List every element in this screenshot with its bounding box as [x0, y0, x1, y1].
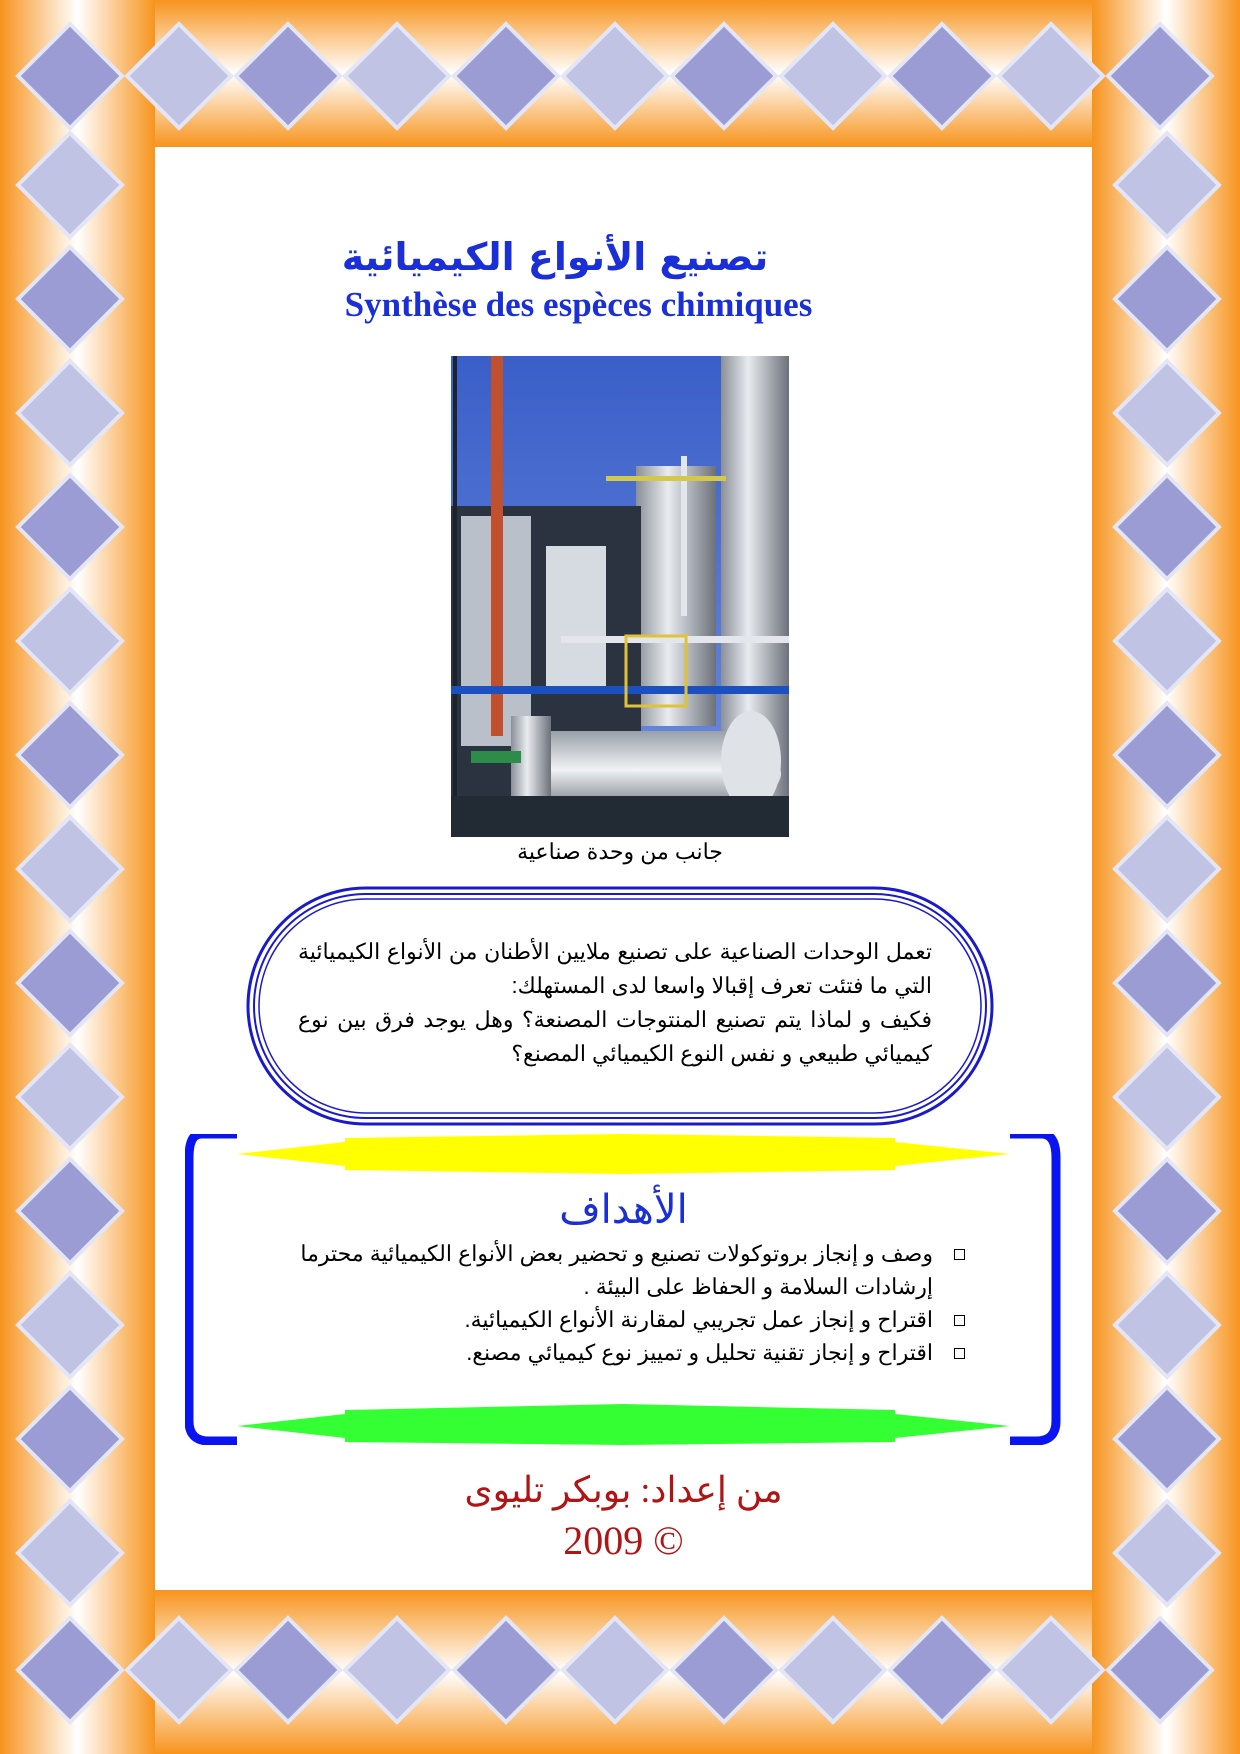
- intro-paragraph-2: فكيف و لماذا يتم تصنيع المنتوجات المصنعة؟ وهل يوجد فرق بين نوع كيميائي طبيعي و نفس النوع الكيميائي المصنع؟: [298, 1007, 932, 1066]
- square-bullet-icon: [954, 1315, 965, 1326]
- goal-item-text: وصف و إنجاز بروتوكولات تصنيع و تحضير بعض الأنواع الكيميائية محترما إرشادات السلامة و الحفاظ على البيئة .: [300, 1241, 933, 1299]
- industrial-plant-photo: [451, 356, 789, 837]
- goal-item: [275, 1237, 965, 1303]
- author-credit: من إعداد: بوبكر تليوى: [464, 1470, 783, 1510]
- page-title-arabic: تصنيع الأنواع الكيميائية: [341, 235, 769, 279]
- goal-item: [275, 1303, 965, 1336]
- intro-paragraph-1: تعمل الوحدات الصناعية على تصنيع ملايين الأطنان من الأنواع الكيميائية التي ما فتئت تعرف إقبالا واسعا لدى المستهلك:: [298, 939, 932, 998]
- copyright-notice: 2009 ©: [563, 1518, 684, 1563]
- intro-paragraph: [298, 935, 932, 1071]
- goals-list: [275, 1237, 965, 1369]
- square-bullet-icon: [954, 1249, 965, 1260]
- content-sheet: [155, 147, 1092, 1590]
- goal-item: [275, 1336, 965, 1369]
- photo-caption: جانب من وحدة صناعية: [517, 839, 723, 864]
- page-title-french: Synthèse des espèces chimiques: [344, 285, 813, 324]
- goals-heading: الأهداف: [559, 1187, 688, 1233]
- goal-item-text: اقتراح و إنجاز عمل تجريبي لمقارنة الأنواع الكيميائية.: [464, 1307, 933, 1332]
- goal-item-text: اقتراح و إنجاز تقنية تحليل و تمييز نوع كيميائي مصنع.: [466, 1340, 933, 1365]
- square-bullet-icon: [954, 1348, 965, 1359]
